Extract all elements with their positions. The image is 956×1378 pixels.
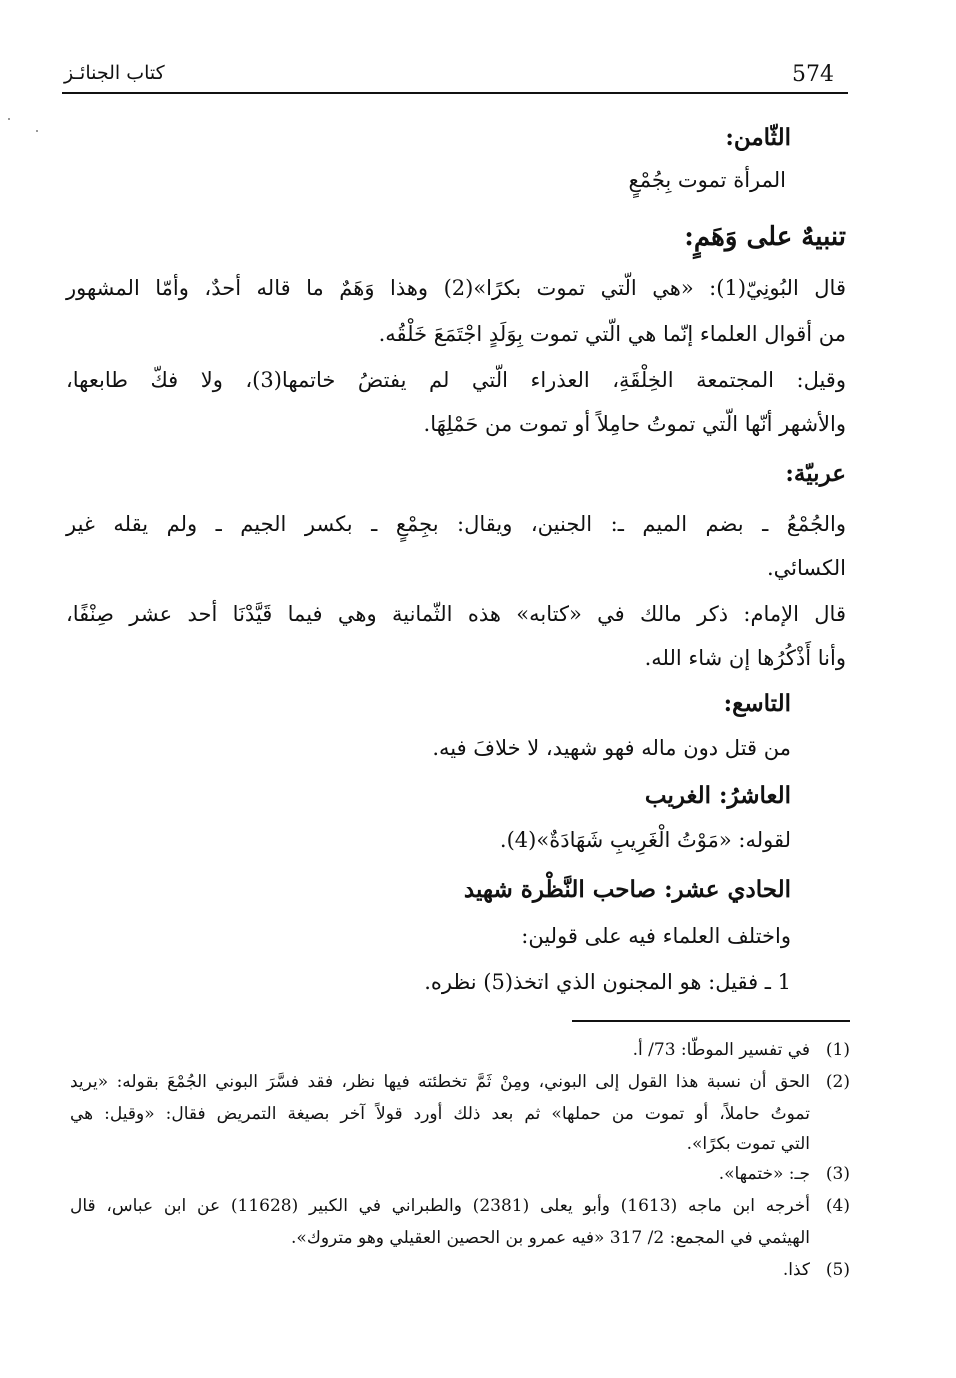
footnote-2-number: (2) xyxy=(825,1072,850,1092)
running-title: كتاب الجنائـز xyxy=(64,62,165,84)
eleventh-text: واختلف العلماء فيه على قولين: xyxy=(521,924,791,948)
tenth-text: لقوله: «مَوْتُ الْغَرِيبِ شَهَادَةٌ»(4). xyxy=(499,828,791,852)
footnote-2-line-3: التي تموت بكرًا». xyxy=(686,1134,810,1154)
tenth-heading: العاشرُ: الغريب xyxy=(644,782,791,809)
footnote-3-number: (3) xyxy=(825,1164,850,1184)
eighth-text: المرأة تموت بِجُمْعٍ xyxy=(628,168,786,192)
paragraph-1-line-2: من أقوال العلماء إنّما هي الّتي تموت بِوَلَدٍ اجْتَمَعَ خَلْقُه. xyxy=(378,322,846,346)
ninth-heading: التاسع: xyxy=(723,690,791,717)
footnote-3-text: جـ: «ختمها». xyxy=(718,1164,810,1184)
footnote-1-text: في تفسير الموطّا: 73/ أ. xyxy=(632,1040,810,1060)
footnote-2-line-1: الحق أن نسبة هذا القول إلى البوني، ومِنْ ثَمَّ تخطئته فيها نظر، فقد فسَّرَ البوني الجُمْعَ بقوله: «يريد xyxy=(70,1072,810,1092)
footnote-4-line-1: أخرجه ابن ماجه (1613) وأبو يعلى (2381) والطبراني في الكبير (11628) عن ابن عباس، قال xyxy=(70,1196,811,1216)
footnote-4-line-2: الهيثمي في المجمع: 2/ 317 «فيه عمرو بن الحصين العقيلي وهو متروك». xyxy=(291,1228,810,1248)
footnote-5-number: (5) xyxy=(825,1260,850,1280)
arabiyya-heading: عربيّة: xyxy=(785,460,846,487)
eighth-heading: الثّامن: xyxy=(725,124,791,151)
paragraph-2-line-2: والأشهر أنّها الّتي تموتُ حامِلاً أو تموت من حَمْلِهَا. xyxy=(423,412,846,436)
footnote-rule xyxy=(572,1020,850,1022)
paragraph-4-line-2: وأنا أَذْكُرُها إن شاء الله. xyxy=(644,646,846,670)
header-rule xyxy=(62,92,848,94)
footnote-4-number: (4) xyxy=(825,1196,850,1216)
scan-speck xyxy=(8,118,10,120)
footnote-2-line-2: تموتُ حاملاً، أو تموت من حملها» ثم بعد ذلك أورد قولاً آخر بصيغة التمريض فقال: «وقيل: هي xyxy=(70,1104,810,1124)
footnote-5-text: كذا. xyxy=(782,1260,810,1280)
footnote-1-number: (1) xyxy=(825,1040,850,1060)
paragraph-3-line-2: الكسائي. xyxy=(767,556,846,580)
paragraph-4-line-1: قال الإمام: ذكر مالك في «كتابه» هذه الثّمانية وهي فيما قَيَّدْنَا أحد عشر صِنْفًا، xyxy=(66,602,846,626)
item-1-text: 1 ـ فقيل: هو المجنون الذي اتخذ(5) نظره. xyxy=(424,970,791,994)
paragraph-2-line-1: وقيل: المجتمعة الخِلْقَةِ، العذراء الّتي لم يفتضُ خاتمها(3)، ولا فكّ طابعها، xyxy=(66,368,846,392)
paragraph-3-line-1: والجُمْعُ ـ بضم الميم ـ: الجنين، ويقال: بجِمْعٍ ـ بكسر الجيم ـ ولم يقله غير xyxy=(66,512,846,536)
scan-speck xyxy=(36,130,38,132)
page-number: 574 xyxy=(792,62,834,87)
ninth-text: من قتل دون ماله فهو شهيد، لا خلافَ فيه. xyxy=(432,736,791,760)
eleventh-heading: الحادي عشر: صاحب النَّظْرة شهيد xyxy=(463,876,791,903)
tanbih-heading: تنبيهٌ على وَهَمٍ: xyxy=(684,222,846,252)
paragraph-1-line-1: قال البُونِيّ(1): «هي الّتي تموت بكرًا»(2) وهذا وَهَمٌ ما قاله أحدٌ، وأمّا المشهور xyxy=(66,276,846,300)
